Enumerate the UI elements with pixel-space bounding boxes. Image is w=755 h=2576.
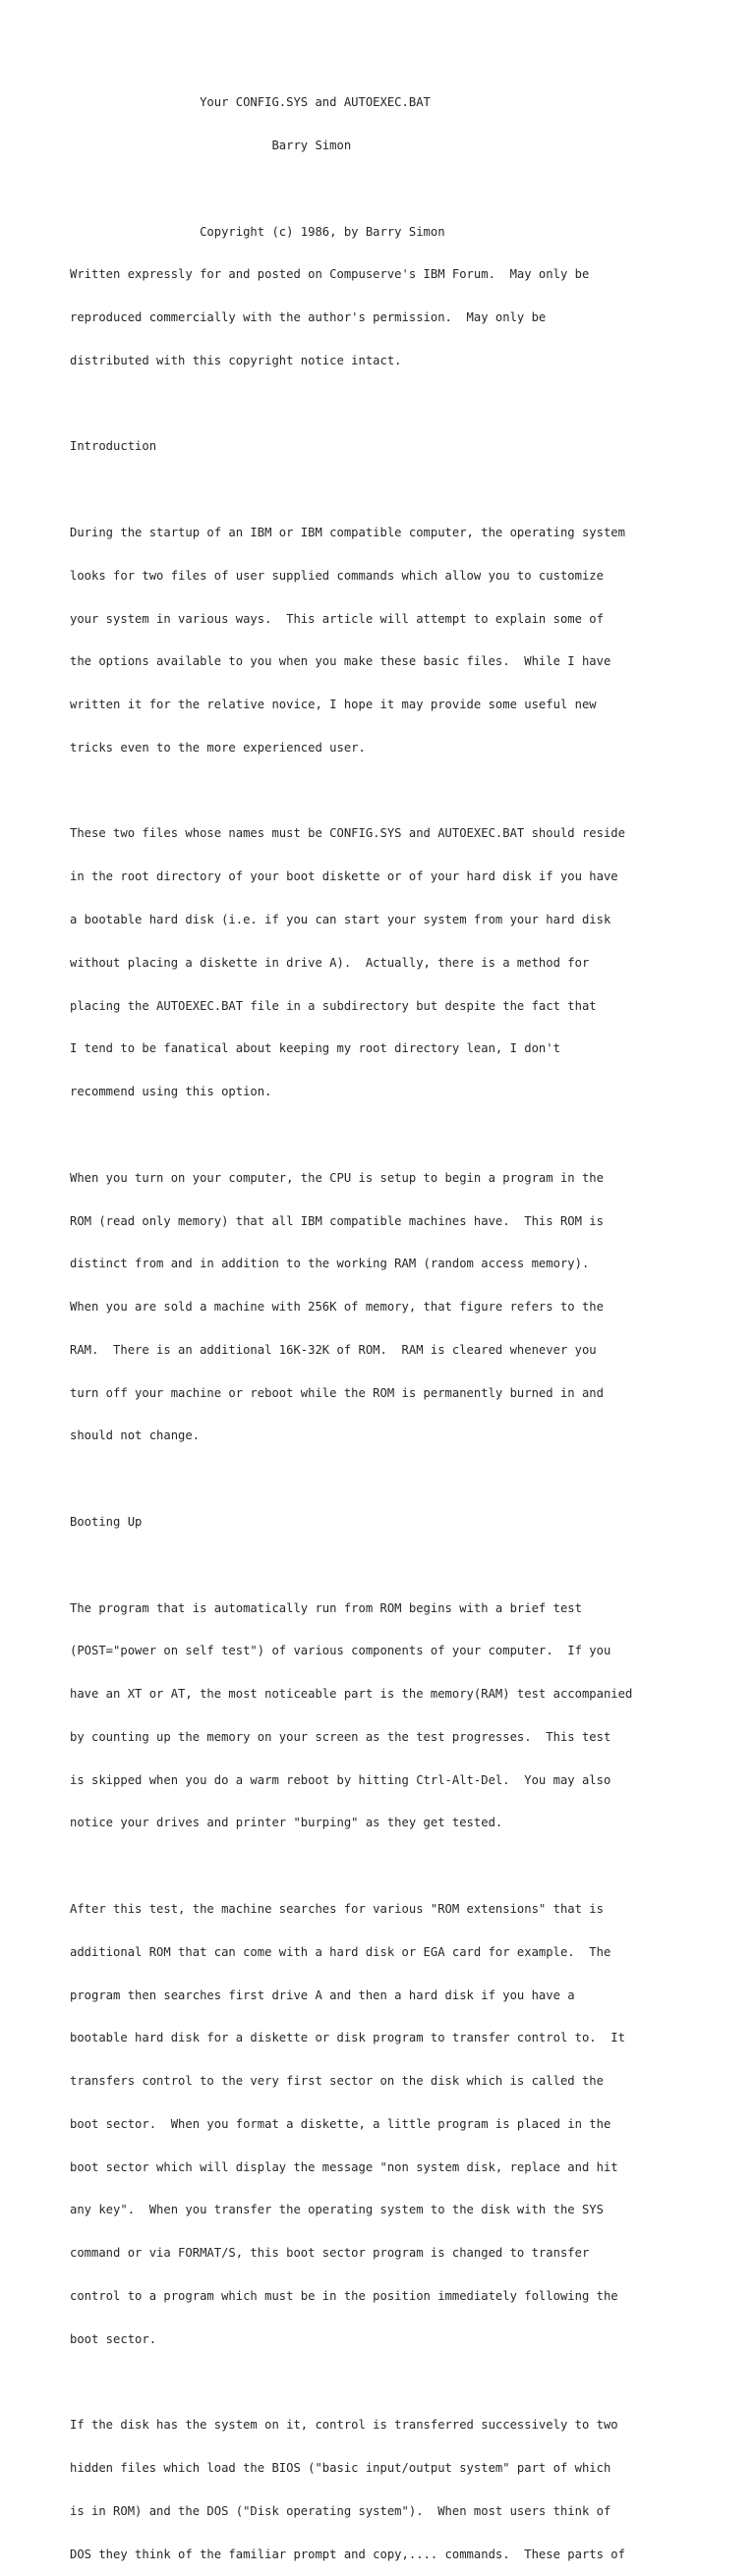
paragraph-line: recommend using this option. bbox=[70, 1085, 272, 1099]
paragraph-line: transfers control to the very first sector on the disk which is called the bbox=[70, 2074, 604, 2089]
section-heading-introduction: Introduction bbox=[70, 439, 157, 454]
paragraph-line: control to a program which must be in the position immediately following the bbox=[70, 2289, 618, 2304]
copyright-line: Copyright (c) 1986, by Barry Simon bbox=[70, 224, 445, 239]
paragraph-line: I tend to be fanatical about keeping my root directory lean, I don't bbox=[70, 1041, 560, 1056]
paragraph-line: is skipped when you do a warm reboot by hitting Ctrl-Alt-Del. You may also bbox=[70, 1772, 611, 1787]
paragraph-line: During the startup of an IBM or IBM compatible computer, the operating system bbox=[70, 526, 625, 539]
paragraph-line: without placing a diskette in drive A). Actually, there is a method for bbox=[70, 955, 590, 970]
blank-line bbox=[70, 1128, 738, 1143]
paragraph-line: your system in various ways. This article will attempt to explain some of bbox=[70, 611, 604, 626]
paragraph-line: ROM (read only memory) that all IBM compatible machines have. This ROM is bbox=[70, 1213, 604, 1228]
notice-line: Written expressly for and posted on Compuserve's IBM Forum. May only be bbox=[70, 267, 590, 282]
paragraph-line: a bootable hard disk (i.e. if you can start your system from your hard disk bbox=[70, 913, 611, 927]
section-heading-booting-up: Booting Up bbox=[70, 1514, 143, 1529]
blank-line bbox=[70, 482, 738, 497]
paragraph-line: The program that is automatically run from ROM begins with a brief test bbox=[70, 1600, 582, 1615]
document-author: Barry Simon bbox=[70, 138, 352, 152]
paragraph-line: hidden files which load the BIOS ("basic input/output system" part of which bbox=[70, 2461, 611, 2476]
paragraph-line: is in ROM) and the DOS ("Disk operating system"). When most users think of bbox=[70, 2503, 611, 2518]
paragraph-line: in the root directory of your boot diskette or of your hard disk if you have bbox=[70, 869, 618, 884]
paragraph-line: turn off your machine or reboot while the ROM is permanently burned in and bbox=[70, 1385, 604, 1400]
blank-line bbox=[70, 1859, 738, 1874]
paragraph-line: DOS they think of the familiar prompt and copy,.... commands. These parts of bbox=[70, 2547, 625, 2561]
paragraph-line: After this test, the machine searches for various "ROM extensions" that is bbox=[70, 1902, 604, 1916]
paragraph-line: written it for the relative novice, I hope it may provide some useful new bbox=[70, 698, 597, 712]
blank-line bbox=[70, 1472, 738, 1486]
paragraph-line: by counting up the memory on your screen as the test progresses. This test bbox=[70, 1729, 611, 1744]
paragraph-line: any key". When you transfer the operating system to the disk with the SYS bbox=[70, 2203, 604, 2217]
document-page bbox=[70, 67, 738, 2576]
notice-line: reproduced commercially with the author's permission. May only be bbox=[70, 310, 547, 325]
notice-line: distributed with this copyright notice intact. bbox=[70, 353, 402, 367]
paragraph-line: boot sector. bbox=[70, 2331, 157, 2346]
blank-line bbox=[70, 182, 738, 196]
paragraph-line: looks for two files of user supplied commands which allow you to customize bbox=[70, 568, 604, 583]
paragraph-line: bootable hard disk for a diskette or disk program to transfer control to. It bbox=[70, 2031, 625, 2045]
paragraph-line: have an XT or AT, the most noticeable part is the memory(RAM) test accompanied bbox=[70, 1687, 633, 1702]
paragraph-line: additional ROM that can come with a hard disk or EGA card for example. The bbox=[70, 1944, 611, 1959]
paragraph-line: If the disk has the system on it, control is transferred successively to two bbox=[70, 2418, 618, 2433]
paragraph-line: When you are sold a machine with 256K of memory, that figure refers to the bbox=[70, 1300, 604, 1315]
paragraph-line: should not change. bbox=[70, 1428, 201, 1443]
blank-line bbox=[70, 1558, 738, 1573]
document-title: Your CONFIG.SYS and AUTOEXEC.BAT bbox=[70, 95, 431, 110]
blank-line bbox=[70, 784, 738, 799]
paragraph-line: tricks even to the more experienced user. bbox=[70, 740, 366, 755]
blank-line bbox=[70, 397, 738, 412]
blank-line bbox=[70, 2376, 738, 2390]
paragraph-line: When you turn on your computer, the CPU is setup to begin a program in the bbox=[70, 1170, 604, 1185]
paragraph-line: RAM. There is an additional 16K-32K of ROM. RAM is cleared whenever you bbox=[70, 1342, 597, 1357]
paragraph-line: notice your drives and printer "burping" as they get tested. bbox=[70, 1816, 503, 1830]
paragraph-line: boot sector. When you format a diskette, a little program is placed in the bbox=[70, 2116, 611, 2131]
paragraph-line: distinct from and in addition to the working RAM (random access memory). bbox=[70, 1257, 590, 1271]
paragraph-line: placing the AUTOEXEC.BAT file in a subdirectory but despite the fact that bbox=[70, 998, 597, 1013]
paragraph-line: program then searches first drive A and then a hard disk if you have a bbox=[70, 1988, 575, 2002]
paragraph-line: boot sector which will display the message "non system disk, replace and hit bbox=[70, 2159, 618, 2174]
paragraph-line: command or via FORMAT/S, this boot sector program is changed to transfer bbox=[70, 2246, 590, 2261]
paragraph-line: These two files whose names must be CONFIG.SYS and AUTOEXEC.BAT should reside bbox=[70, 826, 625, 841]
paragraph-line: (POST="power on self test") of various components of your computer. If you bbox=[70, 1644, 611, 1658]
paragraph-line: the options available to you when you make these basic files. While I have bbox=[70, 654, 611, 669]
